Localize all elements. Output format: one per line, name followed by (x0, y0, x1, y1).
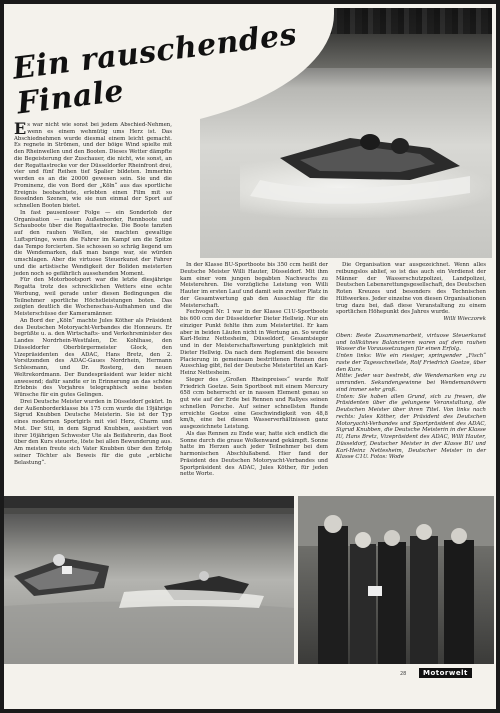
paragraph: Fechvogel Nr. 1 war in der Klasse C1U-Sportboote bis 600 ccm der Düsseldorfer Dieter Hellwig. Nur ein einziger Punkt fehlte ihm zum Meistertitel. Er kam aber in beiden Läufen nicht in Wertung an. So wurde Karl-Heinz Nettesheim, Düsseldorf, Gesamtsieger und in der Meisterschaftswertung punktgleich mit Dieter Hellwig. Da nach dem Reglement die bessere Placierung in gemeinsam bestrittenen Rennen den Ausschlag gibt, fiel der Deutsche Meistertitel an Karl-Heinz Nettesheim. (180, 309, 328, 376)
paragraph: In der Klasse BU-Sportboote bis 350 ccm heißt der Deutsche Meister Willi Hauter, Düsseldorf. Mit ihm kam einer vom jungen begabten Nachwuchs zu Meisterehren. Die vorzügliche Leistung von Willi Hauter im ersten Lauf und damit sein zweiter Platz in der Gesamtwertung gab den Ausschlag für die Meisterschaft. (180, 262, 328, 309)
paragraph: Die Organisation war ausgezeichnet. Wenn alles reibungslos ablief, so ist das auch ein Verdienst der Männer der Wasserschutzpolizei, Landpolizei, Deutschen Lebensrettungsgesellschaft, des Deutschen Roten Kreuzes und besonders des Technischen Hilfswerkes. Jeder einzelne von diesen Organisationen trug dazu bei, daß diese Veranstaltung zu einem sportlichen Höhepunkt des Jahres wurde. (336, 262, 486, 316)
paragraph: Als das Rennen zu Ende war, hatte sich endlich die Sonne durch die graue Wolkenwand gekämpft. Sonne hatte im Herzen auch jeder Teilnehmer bei dem harmonischen Abschlußabend. Hier fand der Präsident des Deutschen Motoryacht-Verbandes und Sportpräsident des ADAC, Jules Köther, für jeden nette Worte. (180, 430, 328, 478)
photo-caption: Unten links: Wie ein riesiger, springender „Fisch“ raste der Tagesschnellste, Rolf Friedrich Goetze, über den Kurs. (336, 353, 486, 373)
photo-caption: Unten: Sie haben allen Grund, sich zu freuen, die Präsidenten über die gelungene Veranstaltung, die Deutschen Meister über ihren Titel. Von links nach rechts: Jules Köther, der Präsident des Deutschen Motoryacht-Verbandes und Sportpräsident des ADAC, Sigrud Knubben, die Deutsche Meisterin in der Klasse IU, Hans Bretz, Vizepräsident des ADAC, Willi Hauter, Düsseldorf, Deutscher Meister in der Klasse BU und Karl-Heinz Nettesheim, Deutscher Meister in der Klasse C1U. Fotos: Wode (336, 393, 486, 461)
article-column-3 (336, 262, 486, 461)
page-number: 28 (400, 671, 407, 677)
boats-on-water-graphic (4, 496, 294, 664)
paragraph: An Bord der „Köln“ machte Jules Köther als Präsident des Deutschen Motoryacht-Verbandes die Honneurs. Er begrüßte u. a. den Wirtschafts- und Verkehrsminister des Landes Nordrhein-Westfalen, Dr. Kohlhase, den Düsseldorfer Oberbürgermeister Glock, den Vizepräsidenten des ADAC, Hans Bretz, den 2. Vorsitzenden des ADAC-Gaues Nordrhein, Hermann Schlesmann, und Dr. Rosterg, den neuen Weltrekordmann. Der Bundespräsident war leider nicht anwesend; dafür sandte er in Erinnerung an das schöne Erlebnis des Vorjahres telegraphisch seine besten Wünsche für ein gutes Gelingen. (14, 317, 172, 398)
paragraph: Sieger des „Großen Rheinpreises“ wurde Rolf Friedrich Goetze. Sein Sportboot mit einem Mercury 658 ccm beherrscht er in nassen Element genau so gut wie auf der Erde bei Rennen und Rallyes seinen schnellen Porsche. Auf seiner schnellsten Runde erreichte Goetze eine Geschwindigkeit von 48,8 km/h, eine bei diesen Wasserverhältnissen ganz ausgezeichnete Leistung. (180, 376, 328, 430)
paragraph: Für den Motorbootsport war die letzte diesjährige Regatta trotz des schrecklichen Wetters eine echte Werbung, weil gerade unter diesen Bedingungen die Teilnehmer sportliche Höchstleistungen boten. Das zeigten deutlich die Wochenschau-Aufnahmen und die Meisterschüsse der Kameramänner. (14, 277, 172, 317)
paragraph: Drei Deutsche Meister wurden in Düsseldorf gekürt. In der Außenborderklasse bis 175 ccm wurde die 19jährige Sigrud Knubben Deutsche Meisterin. Sie ist der Typ eines modernen Sportgirls mit viel Herz, Charm und Mut. Der Stil, in dem Sigrud Knubben, assistiert von ihrer 16jährigen Schwester Ute als Beifahrerin, das Boot über den Kurs steuerte, löste bei allen Bewunderung aus. Am meisten freute sich Vater Knubben über den Erfolg seiner Töchter als Beweis für die gute „erbliche Belastung“. (14, 398, 172, 466)
bottom-left-boat-photo (4, 496, 294, 664)
photo-caption: Oben: Beste Zusammenarbeit, virtuose Steuerkunst und tollkühnes Balancieren waren auf dem rauhen Wasser die Voraussetzungen für einen Erfolg. (336, 332, 486, 353)
photo-caption: Mitte: Jeder war bestrebt, die Wendemarken eng zu umrunden. Sekundengewinne bei Wendemanövern sind immer sehr groß. (336, 373, 486, 393)
article-column-1 (14, 119, 172, 466)
bottom-right-group-photo (298, 496, 494, 664)
lead-paragraph (14, 119, 172, 210)
paragraph-text: s war nicht wie sonst bei jedem Abschied-Nehmen, wenn es einem wehmütig ums Herz ist. Das Abschiednehmen wurde diesmal einem leicht gemacht. Es regnete in Strömen, und der böige Wind spielte mit den Rheinwellen und den Booten. Dieses Wetter dämpfte die Begeisterung der Zuschauer, die nicht, wie sonst, an der Regattastrecke vor der Düsseldorfer Rheinfront drei, vier und fünf Reihen tief Spalier bildeten. Immerhin werden es an die 20000 gewesen sein. Sie und die Prominenz, die von Bord der „Köln“ aus das sportliche Ereignis beobachtete, erlebten einen Film mit so fesselnden Szenen, wie sie nun einmal der Sport auf schnellen Booten bietet. (14, 122, 172, 209)
drop-cap: E (14, 119, 27, 138)
article-column-2 (180, 262, 328, 478)
paragraph: In fast pausenloser Folge — ein Sonderlob der Organisation — rasten Außenborder, Rennboote und Schauboote über die Regattastrecke. Die Boote tanzten auf den rauhen Wellen, sie machten gewaltige Luftsprünge, wenn die Fahrer im Kampf um die Spitze das Tempo forcierten. Sie schossen so schräg liegend um die Wendemarken, daß man bange war, sie würden umschlagen. Aber die virtuose Steuerkunst der Fahrer und die artistische Wendigkeit der Boliden meisterten jeden noch so gefährlich aussehenden Moment. (14, 209, 172, 277)
author-signature: Willi Wieczorek (443, 316, 486, 322)
magazine-page (4, 4, 496, 709)
page-headline: Ein rauschendes Finale (10, 17, 299, 122)
group-of-people-graphic (298, 496, 494, 664)
magazine-brand-logo: Motorwelt (419, 668, 472, 678)
